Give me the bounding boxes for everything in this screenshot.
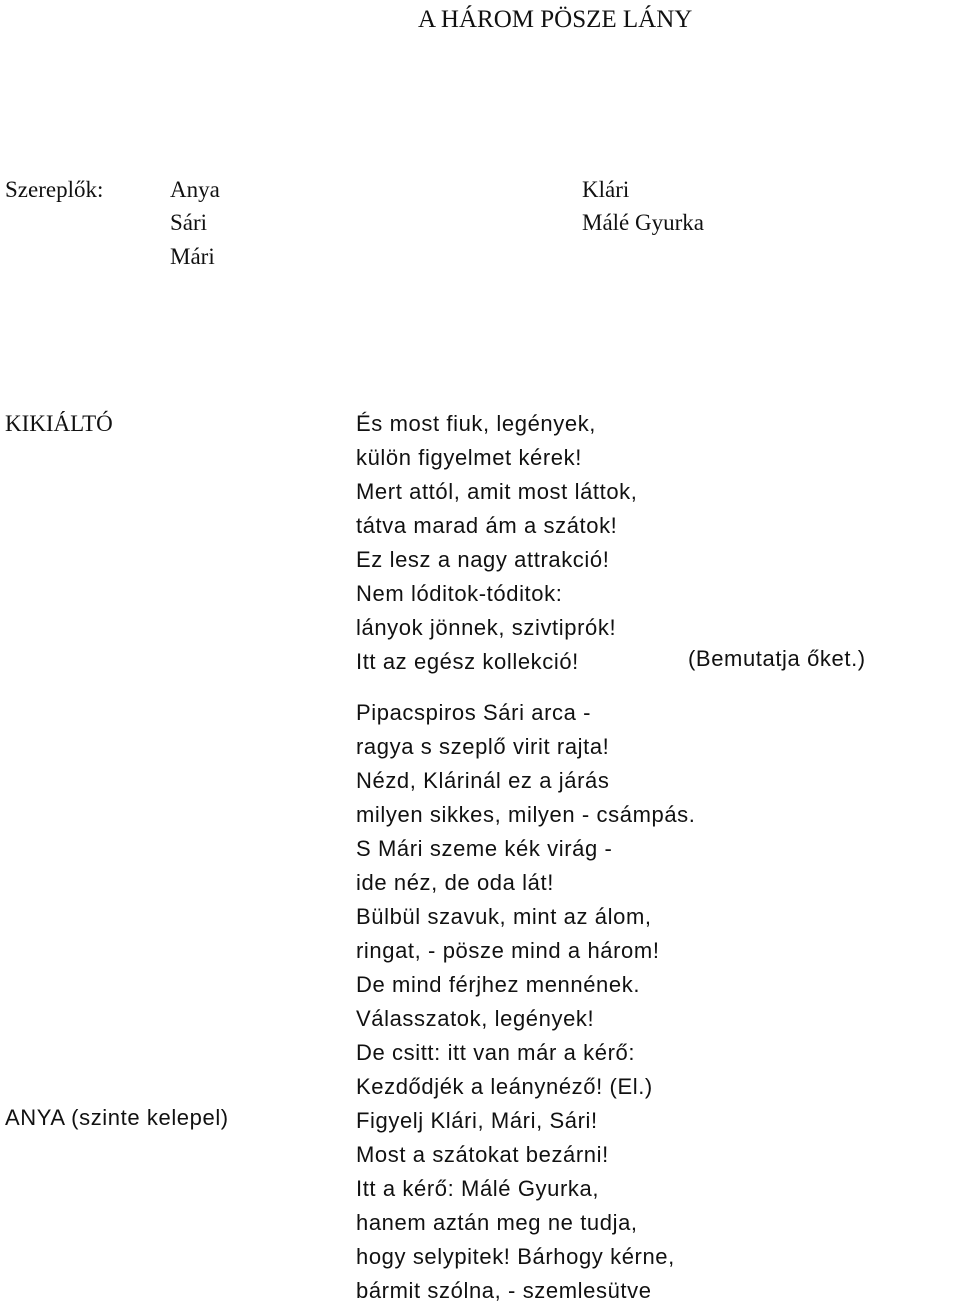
verse-line: És most fiuk, legények, <box>356 411 597 436</box>
verse-line: hanem aztán meg ne tudja, <box>356 1210 638 1235</box>
cast-klari: Klári <box>582 177 630 202</box>
cast-sari: Sári <box>170 210 208 235</box>
stage-direction: (Bemutatja őket.) <box>688 646 866 671</box>
cast-anya: Anya <box>170 177 220 202</box>
verse-line: Itt az egész kollekció! <box>356 649 579 674</box>
verse-line: Nézd, Klárinál ez a járás <box>356 768 610 793</box>
verse-line: Bülbül szavuk, mint az álom, <box>356 904 652 929</box>
verse-line: Nem lóditok-tóditok: <box>356 581 563 606</box>
verse-line: De csitt: itt van már a kérő: <box>356 1040 636 1065</box>
stanza-1 <box>356 407 637 679</box>
verse-line: bármit szólna, - szemlesütve <box>356 1278 652 1303</box>
verse-line: lányok jönnek, szivtiprók! <box>356 615 617 640</box>
verse-line: Itt a kérő: Málé Gyurka, <box>356 1176 600 1201</box>
verse-line: hogy selypitek! Bárhogy kérne, <box>356 1244 675 1269</box>
speaker-kikialto: KIKIÁLTÓ <box>5 411 113 436</box>
verse-line: Pipacspiros Sári arca - <box>356 700 592 725</box>
cast-label: Szereplők: <box>5 177 104 202</box>
verse-line: Figyelj Klári, Mári, Sári! <box>356 1108 598 1133</box>
verse-line: milyen sikkes, milyen - csámpás. <box>356 802 696 827</box>
speaker-anya: ANYA (szinte kelepel) <box>5 1105 229 1130</box>
verse-line: De mind férjhez mennének. <box>356 972 641 997</box>
verse-line: ide néz, de oda lát! <box>356 870 554 895</box>
verse-line: S Mári szeme kék virág - <box>356 836 613 861</box>
verse-line: Ez lesz a nagy attrakció! <box>356 547 610 572</box>
stanza-3 <box>356 1104 675 1308</box>
verse-line: Válasszatok, legények! <box>356 1006 595 1031</box>
cast-male-gyurka: Málé Gyurka <box>582 210 704 235</box>
verse-line: ringat, - pösze mind a három! <box>356 938 660 963</box>
page-title: A HÁROM PÖSZE LÁNY <box>418 6 693 33</box>
verse-line: ragya s szeplő virit rajta! <box>356 734 610 759</box>
verse-line: Mert attól, amit most láttok, <box>356 479 638 504</box>
verse-line: tátva marad ám a szátok! <box>356 513 618 538</box>
stanza-2 <box>356 696 696 1104</box>
verse-line: külön figyelmet kérek! <box>356 445 582 470</box>
cast-mari: Mári <box>170 244 215 269</box>
verse-line: Kezdődjék a leánynéző! (El.) <box>356 1074 653 1099</box>
verse-line: Most a szátokat bezárni! <box>356 1142 609 1167</box>
